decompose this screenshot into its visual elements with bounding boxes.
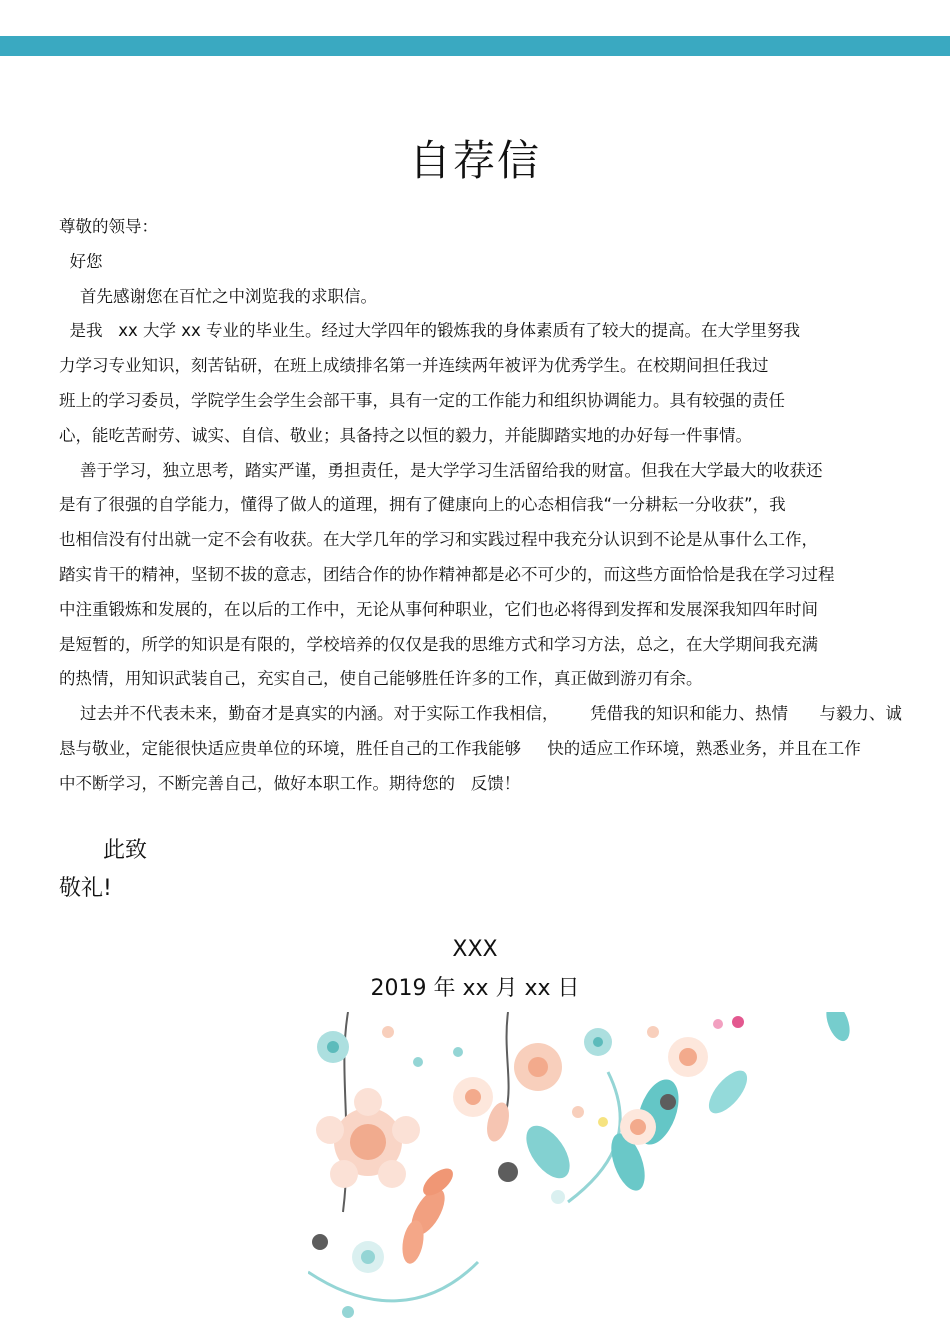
body-line: 班上的学习委员，学院学生会学生会部干事，具有一定的工作能力和组织协调能力。具有较强的责任 xyxy=(59,390,785,410)
closing-line-2: 敬礼! xyxy=(59,876,112,901)
body-line: 是我 xx 大学 xx 专业的毕业生。经过大学四年的锻炼我的身体素质有了较大的提高。在大学里努我 xyxy=(59,321,801,341)
body-line: 恳与敬业，定能很快适应贵单位的环境，胜任自己的工作我能够 快的适应工作环境，熟悉业务，并且在工作 xyxy=(59,738,861,758)
body-line: 首先感谢您在百忙之中浏览我的求职信。 xyxy=(59,286,377,306)
body-line: 是有了很强的自学能力，懂得了做人的道理，拥有了健康向上的心态相信我“一分耕耘一分收获”，我 xyxy=(59,495,786,515)
body-line: 踏实肯干的精神，坚韧不拔的意志，团结合作的协作精神都是必不可少的，而这些方面恰恰是我在学习过程 xyxy=(59,564,835,584)
floral-decoration xyxy=(308,1012,868,1332)
body-line: 过去并不代表未来，勤奋才是真实的内涵。对于实际工作我相信， 凭借我的知识和能力、热情 与毅力、诚 xyxy=(59,704,902,724)
signature-date: 2019 年 xx 月 xx 日 xyxy=(370,976,580,1001)
signature-name: XXX xyxy=(452,937,498,962)
top-accent-bar xyxy=(0,36,950,56)
salutation: 尊敬的领导： xyxy=(59,217,158,236)
body-line: 中不断学习，不断完善自己，做好本职工作。期待您的 反馈！ xyxy=(59,773,521,793)
body-line: 的热情，用知识武装自己，充实自己，使自己能够胜任许多的工作，真正做到游刃有余。 xyxy=(59,669,703,689)
letter-body xyxy=(59,210,902,802)
body-line: 善于学习，独立思考，踏实严谨，勇担责任，是大学学习生活留给我的财富。但我在大学最大的收获还 xyxy=(59,460,823,480)
page-title: 自荐信 xyxy=(408,136,541,185)
body-line: 中注重锻炼和发展的，在以后的工作中，无论从事何种职业，它们也必将得到发挥和发展深我知四年时间 xyxy=(59,599,818,619)
signature-block xyxy=(330,930,620,1008)
greeting: 好您 xyxy=(59,251,103,271)
body-line: 力学习专业知识，刻苦钻研，在班上成绩排名第一并连续两年被评为优秀学生。在校期间担任我过 xyxy=(59,356,769,376)
body-line: 是短暂的，所学的知识是有限的，学校培养的仅仅是我的思维方式和学习方法，总之，在大学期间我充满 xyxy=(59,634,818,654)
closing-block xyxy=(59,832,147,908)
body-line: 也相信没有付出就一定不会有收获。在大学几年的学习和实践过程中我充分认识到不论是从事什么工作， xyxy=(59,530,818,550)
body-line: 心，能吃苦耐劳、诚实、自信、敬业；具备持之以恒的毅力，并能脚踏实地的办好每一件事情。 xyxy=(59,425,752,445)
closing-line-1: 此致 xyxy=(103,838,148,863)
